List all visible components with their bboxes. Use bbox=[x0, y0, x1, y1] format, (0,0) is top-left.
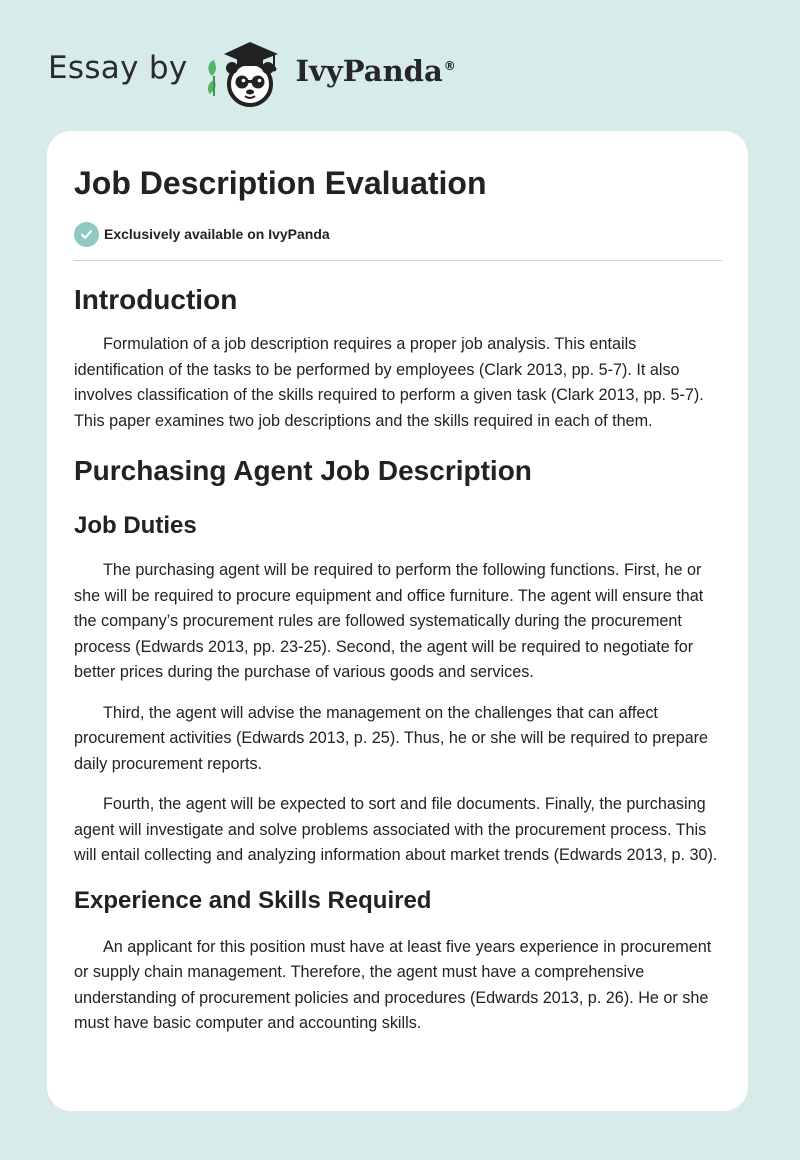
registered-mark: ® bbox=[443, 59, 456, 74]
paragraph: The purchasing agent will be required to perform the following functions. First, he or she will be required to procure equipment and office furniture. The agent will ensure that the company’s procurement rules are followed systematically during the procurement process (Edwards 2013, pp. 23-25). Second, the agent will be required to negotiate for better prices during the purchase of various goods and services. bbox=[74, 561, 704, 681]
exclusive-badge bbox=[74, 221, 722, 247]
subsection-heading-job-duties: Job Duties bbox=[74, 512, 197, 539]
section-heading-introduction: Introduction bbox=[74, 284, 238, 315]
site-header bbox=[48, 36, 456, 108]
check-circle-icon bbox=[74, 222, 99, 247]
essay-by-label: Essay by bbox=[48, 50, 188, 86]
brand-name[interactable] bbox=[296, 54, 456, 88]
paragraph: An applicant for this position must have at least five years experience in procurement or supply chain management. Therefore, the agent must have a comprehensive understanding of procurement policies and procedures (Edwards 2013, p. 26). He or she must have basic computer and accounting skills. bbox=[74, 937, 712, 1032]
essay-card bbox=[47, 131, 748, 1111]
title-divider bbox=[74, 260, 722, 261]
checkmark-icon bbox=[80, 228, 93, 241]
panda-logo-icon[interactable] bbox=[202, 36, 294, 108]
paragraph: Third, the agent will advise the management on the challenges that can affect procurement activities (Edwards 2013, p. 25). Thus, he or she will be required to prepare daily procurement reports. bbox=[74, 703, 709, 773]
section-heading-purchasing-agent: Purchasing Agent Job Description bbox=[74, 455, 532, 486]
paragraph: Formulation of a job description requires a proper job analysis. This entails identification of the tasks to be performed by employees (Clark 2013, pp. 5-7). It also involves classification of the skills required to perform a given task (Clark 2013, pp. 5-7). This paper examines two job descriptions and the skills required in each of them. bbox=[74, 335, 704, 430]
brand-name-text: IvyPanda bbox=[295, 54, 443, 88]
exclusive-label: Exclusively available on IvyPanda bbox=[104, 226, 330, 242]
paragraph: Fourth, the agent will be expected to sort and file documents. Finally, the purchasing agent will investigate and solve problems associated with the procurement process. This will entail collecting and analyzing information about market trends (Edwards 2013, p. 30). bbox=[74, 795, 718, 864]
essay-title: Job Description Evaluation bbox=[74, 165, 487, 201]
subsection-heading-experience: Experience and Skills Required bbox=[74, 886, 432, 914]
